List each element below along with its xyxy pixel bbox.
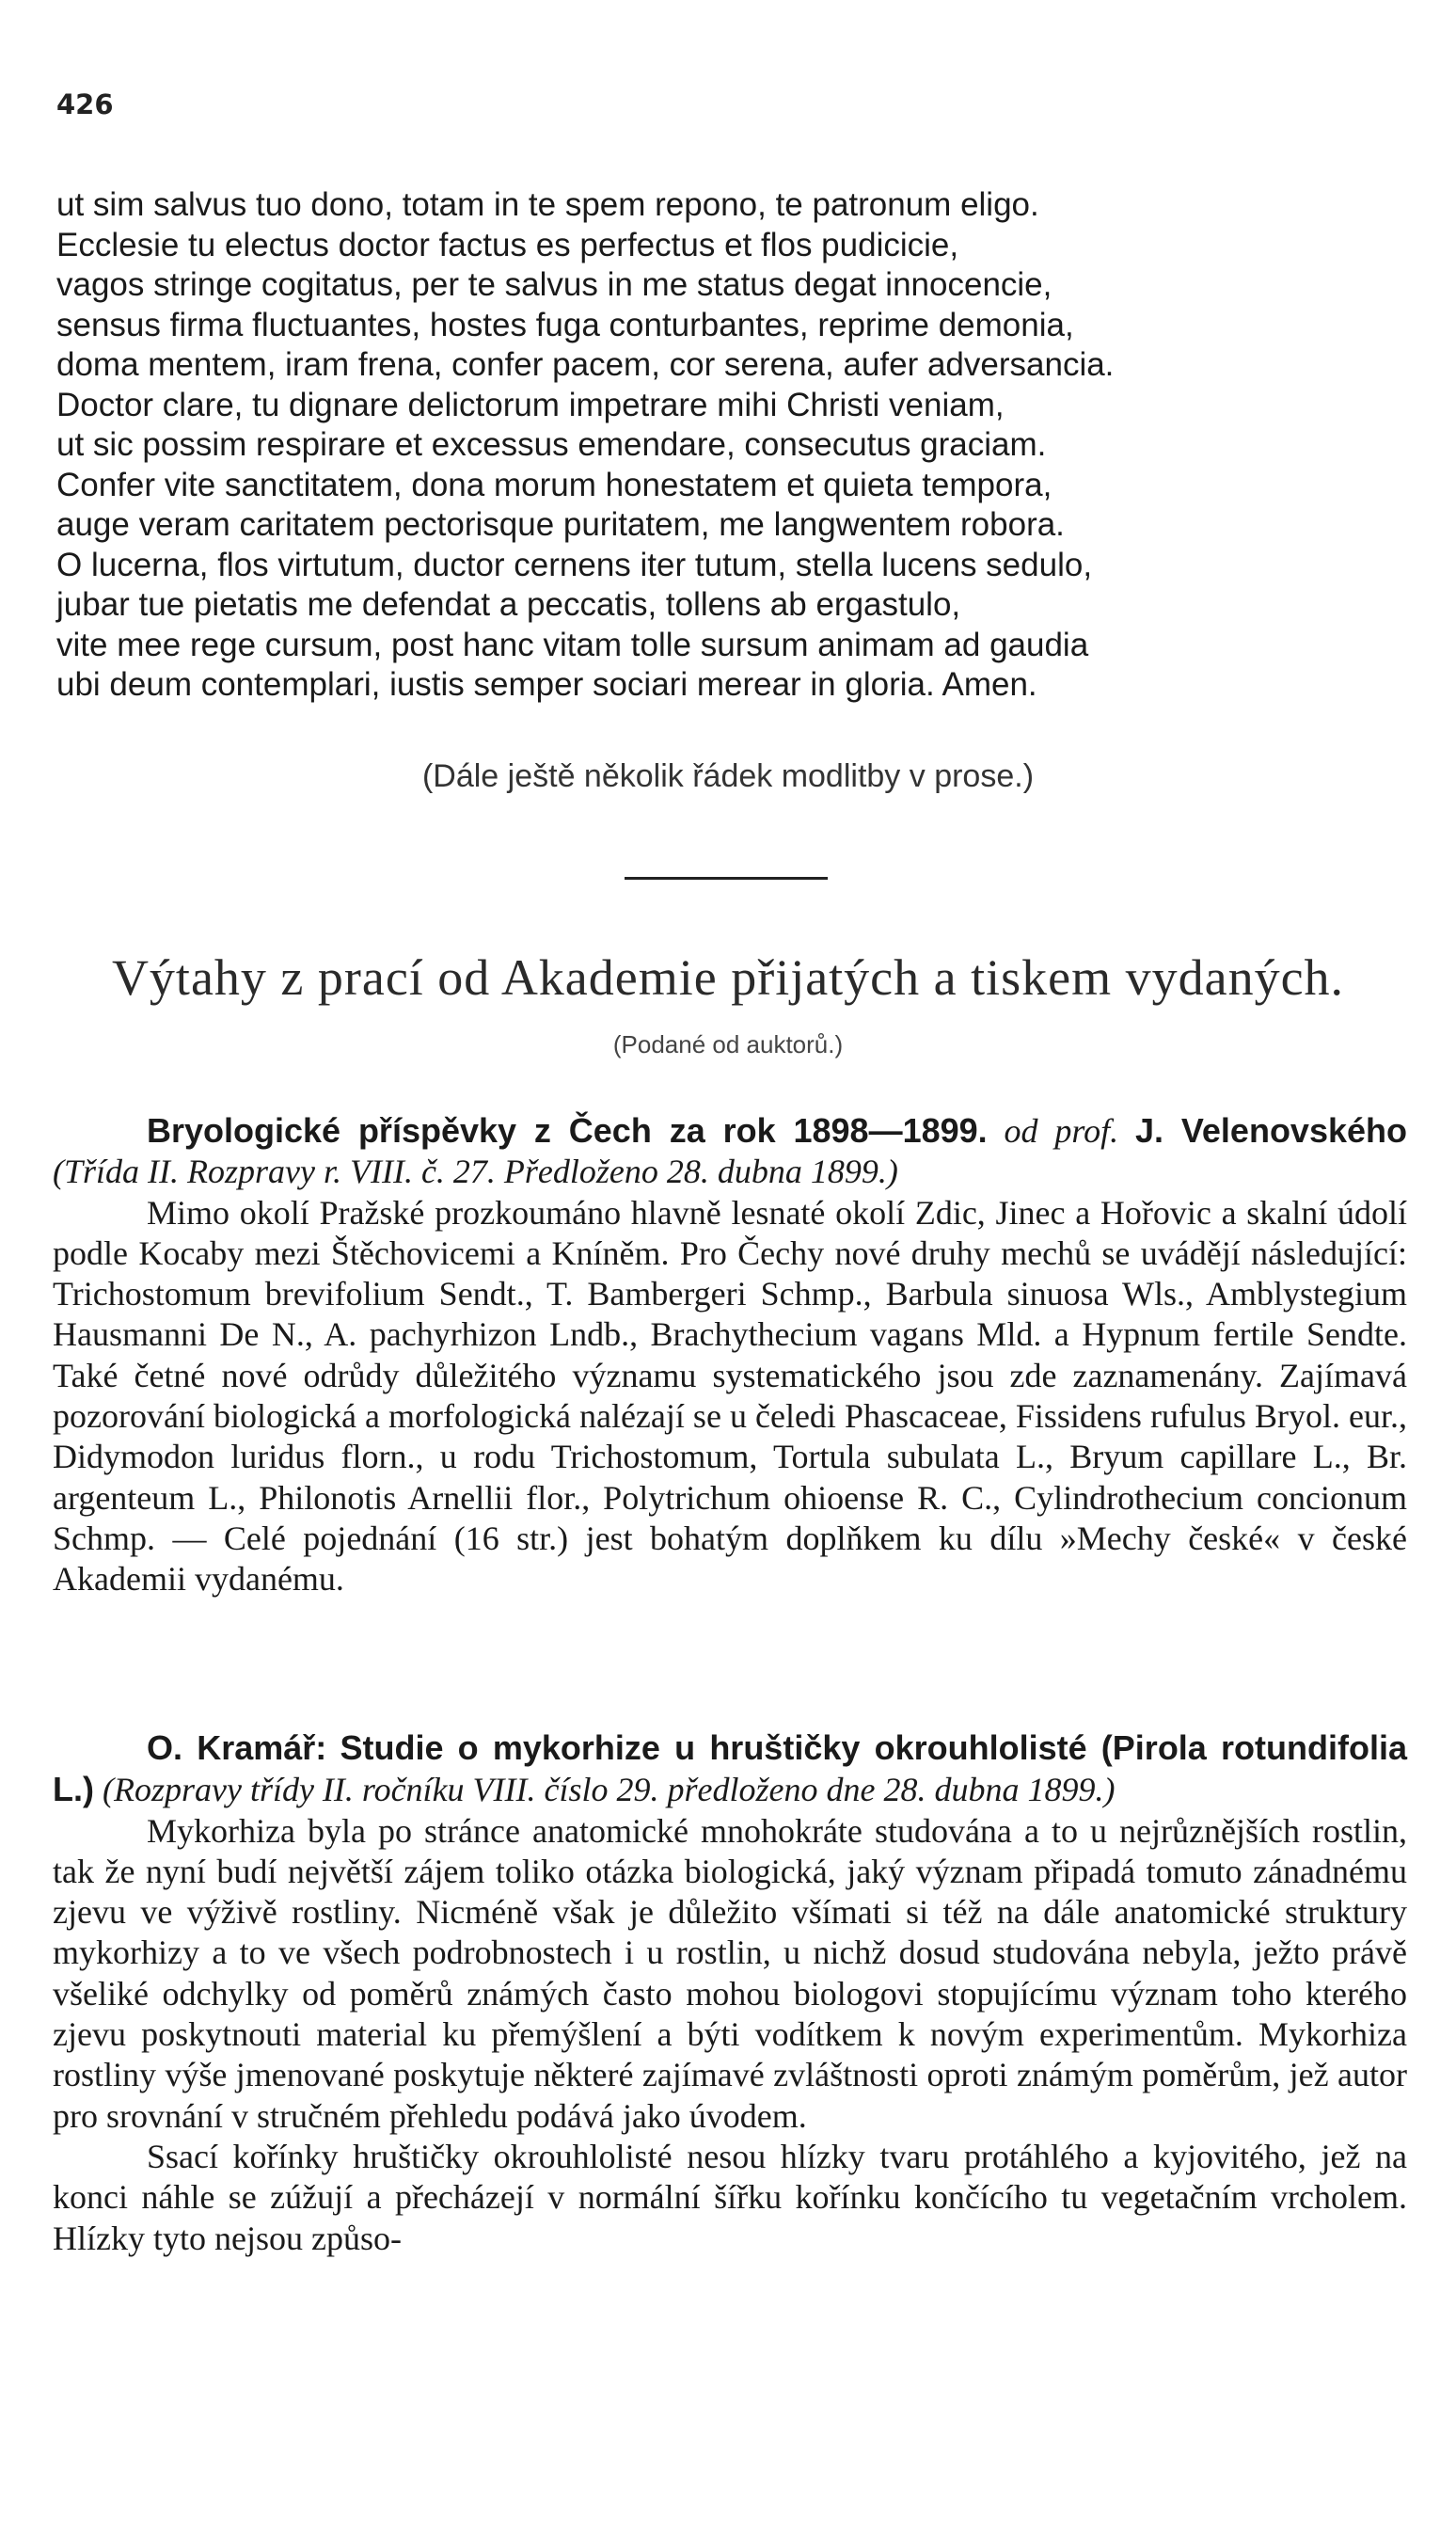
latin-prayer-poem xyxy=(56,185,1420,706)
poem-line: jubar tue pietatis me defendat a peccatis, tollens ab ergastulo, xyxy=(56,586,961,623)
poem-line: auge veram caritatem pectorisque puritatem, me langwentem robora. xyxy=(56,506,1065,543)
article-title: Bryologické příspěvky z Čech za rok 1898—1899. xyxy=(147,1111,988,1150)
poem-line: ubi deum contemplari, iustis semper sociari merear in gloria. Amen. xyxy=(56,666,1037,703)
poem-line: Doctor clare, tu dignare delictorum impetrare mihi Christi veniam, xyxy=(56,386,1005,423)
article-author: J. Velenovského xyxy=(1134,1111,1407,1150)
poem-line: vite mee rege cursum, post hanc vitam tolle sursum animam ad gaudia xyxy=(56,626,1089,663)
poem-line: sensus firma fluctuantes, hostes fuga conturbantes, reprime demonia, xyxy=(56,306,1074,343)
section-subheading: (Podané od auktorů.) xyxy=(612,1030,844,1058)
article-author-prefix: od prof. xyxy=(1004,1112,1119,1150)
poem-line: ut sim salvus tuo dono, totam in te spem repono, te patronum eligo. xyxy=(56,186,1039,223)
article-reference: (Třída II. Rozpravy r. VIII. č. 27. Předloženo 28. dubna 1899.) xyxy=(53,1153,898,1191)
article-header xyxy=(53,1110,1407,1193)
poem-line: Confer vite sanctitatem, dona morum honestatem et quieta tempora, xyxy=(56,466,1052,503)
article-author: O. Kramář: xyxy=(147,1728,327,1767)
poem-line: Ecclesie tu electus doctor factus es perfectus et flos pudicicie, xyxy=(56,226,959,263)
article-title: Studie o mykorhize u hruštičky okrouhlolisté (Pirola rotundifolia L.) xyxy=(53,1728,1407,1809)
article-paragraph: Mykorhiza byla po stránce anatomické mnohokráte studována a to u nejrůznějších rostlin, tak že nyní budí největší zájem toliko otázka biologická, jaký význam připadá tomuto zánadnému zjevu ve výživě rostliny. Nicméně však je důležito všímati si též na dále anatomické struktury mykorhizy a to ve všech podrobnostech i u rostlin, u nichž dosud studována nebyla, ježto právě všeliké odchylky od poměrů známých často mohou biologovi stopujícímu význam toho kterého zjevu poskytnouti material ku přemýšlení a býti vodítkem k novým experimentům. Mykorhiza rostliny výše jmenované poskytuje některé zajímavé zvláštnosti oproti známým poměrům, jež autor pro srovnání v stručném přehledu podává jako úvodem. xyxy=(53,1811,1407,2135)
poem-line: vagos stringe cogitatus, per te salvus in me status degat innocencie, xyxy=(56,266,1052,303)
article-header xyxy=(53,1727,1407,1811)
poem-line: ut sic possim respirare et excessus emendare, consecutus graciam. xyxy=(56,426,1047,463)
poem-line: doma mentem, iram frena, confer pacem, cor serena, aufer adversancia. xyxy=(56,346,1115,383)
section-heading: Výtahy z prací od Akademie přijatých a tiskem vydaných. xyxy=(111,949,1345,1006)
page-number: 426 xyxy=(56,88,114,120)
poem-line: O lucerna, flos virtutum, ductor cernens iter tutum, stella lucens sedulo, xyxy=(56,546,1093,583)
article-mycorrhiza xyxy=(53,1727,1407,2259)
section-divider xyxy=(625,877,828,880)
article-bryology xyxy=(53,1110,1407,1600)
prose-note: (Dále ještě několik řádek modlitby v prose.) xyxy=(421,758,1035,794)
article-paragraph: Ssací kořínky hruštičky okrouhlolisté nesou hlízky tvaru protáhlého a kyjovitého, jež na konci náhle se zúžují a přecházejí v normální šířku kořínku končícího tu vegetačním vrcholem. Hlízky tyto nejsou způso- xyxy=(53,2137,1407,2257)
article-reference: (Rozpravy třídy II. ročníku VIII. číslo 29. předloženo dne 28. dubna 1899.) xyxy=(102,1771,1116,1809)
article-paragraph: Mimo okolí Pražské prozkoumáno hlavně lesnaté okolí Zdic, Jinec a Hořovic a skalní údolí podle Kocaby mezi Štěchovicemi a Kníněm. Pro Čechy nové druhy mechů se uvádějí následující: Trichostomum brevifolium Sendt., T. Bambergeri Schmp., Barbula sinuosa Wls., Amblystegium Hausmanni De N., A. pachyrhizon Lndb., Brachythecium vagans Mld. a Hypnum fertile Sendte. Také četné nové odrůdy důležitého významu systematického jsou zde zaznamenány. Zajímavá pozorování biologická a morfologická nalézají se u čeledi Phascaceae, Fissidens rufulus Bryol. eur., Didymodon luridus florn., u rodu Trichostomum, Tortula subulata L., Bryum capillare L., Br. argenteum L., Philonotis Arnellii flor., Polytrichum ohioense R. C., Cylindrothecium concionum Schmp. — Celé pojednání (16 str.) jest bohatým doplňkem ku dílu »Mechy české« v české Akademii vydanému. xyxy=(53,1193,1407,1599)
